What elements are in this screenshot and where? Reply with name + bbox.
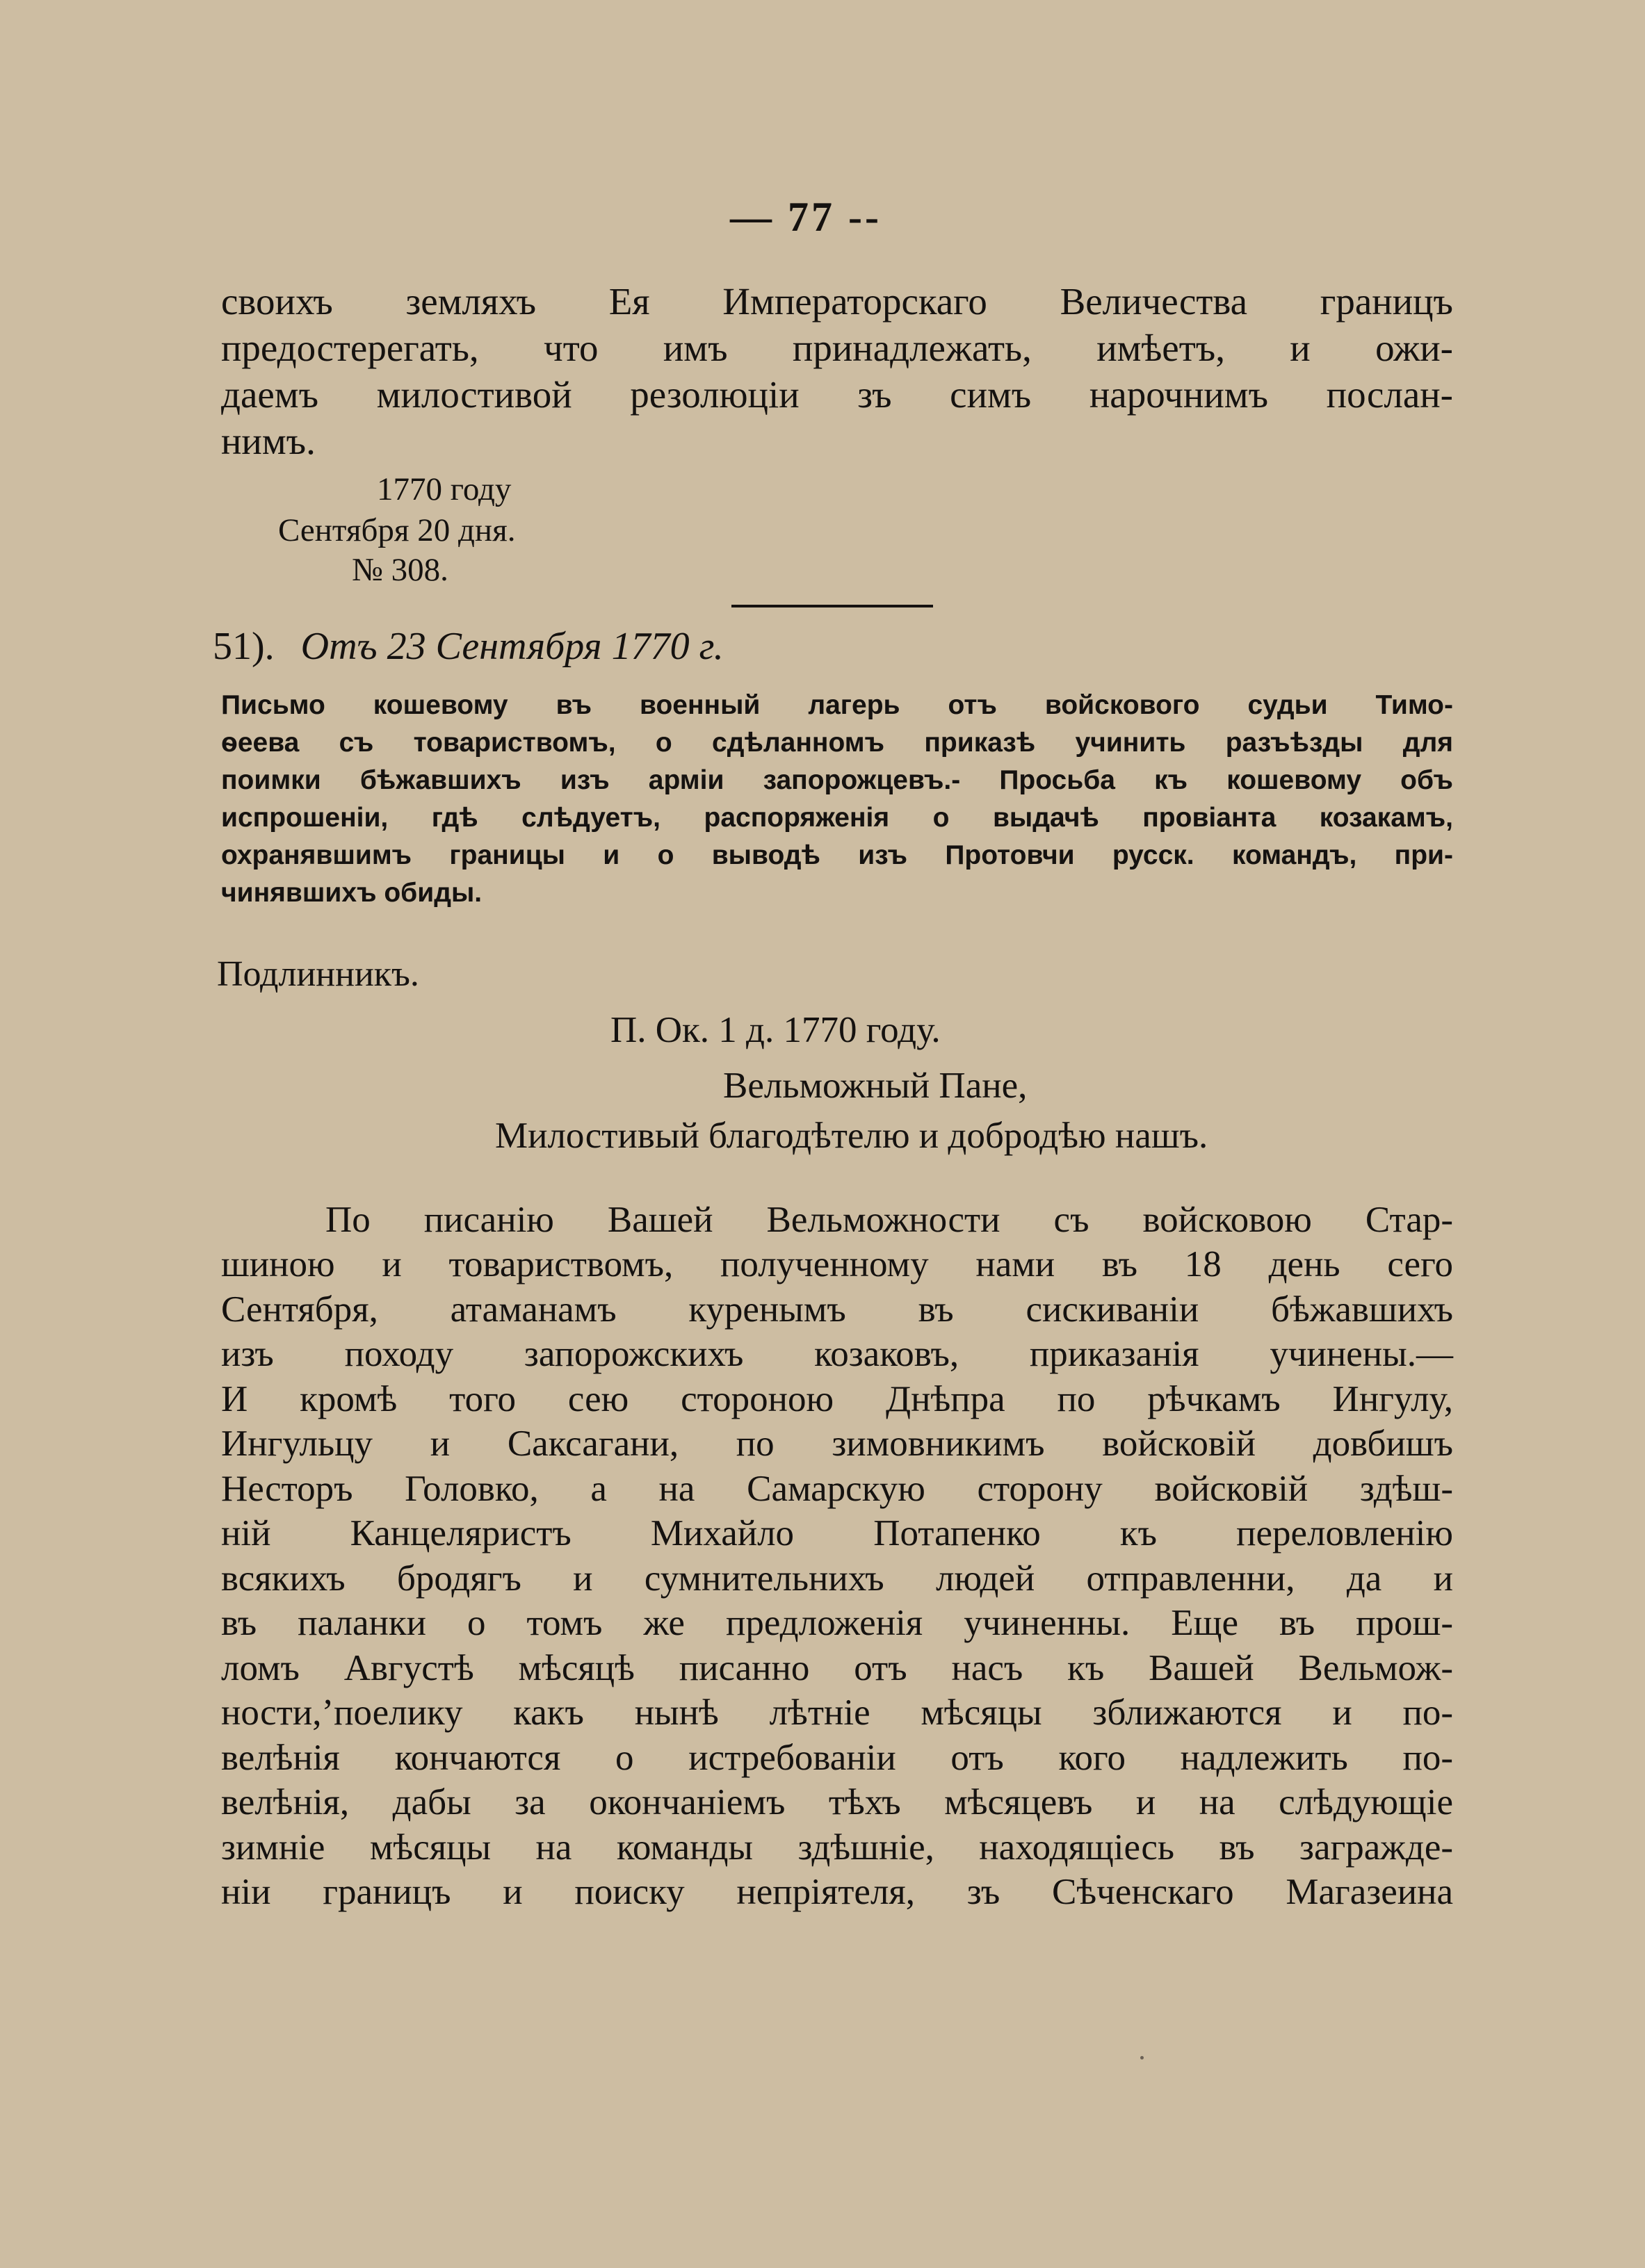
document-date: Отъ 23 Сентября 1770 г. [300,625,724,668]
body-line: Ингульцу и Саксагани, по зимовникимъ войсковій довбишъ [221,1423,1453,1464]
date-year: 1770 году [377,471,512,507]
summary-line: поимки бѣжавшихъ изъ арміи запорожцевъ.- Просьба къ кошевому объ [221,765,1453,795]
text-line: своихъ земляхъ Ея Императорскаго Величества границъ [221,280,1453,323]
body-line: велѣнія, дабы за окончаніемъ тѣхъ мѣсяцевъ и на слѣдующіе [221,1782,1453,1822]
salutation-line: Вельможный Пане, [723,1066,1028,1106]
original-label: Подлинникъ. [217,954,419,994]
summary-line: охранявшимъ границы и о выводѣ изъ Протовчи русск. командъ, при- [221,840,1453,870]
text-line: даемъ милостивой резолюціи зъ симъ нарочнимъ послан- [221,373,1453,416]
summary-line: Письмо кошевому въ военный лагерь отъ войскового судьи Тимо- [221,690,1453,720]
speck [1140,2056,1144,2059]
document-number: 51). [213,625,275,668]
body-line: велѣнія кончаются о истребованіи отъ кого надлежить по- [221,1738,1453,1778]
body-line: всякихъ бродягъ и сумнительнихъ людей отправленни, да и [221,1558,1453,1599]
body-line: ній Канцеляристъ Михайло Потапенко къ переловленію [221,1513,1453,1553]
page-number: — 77 -- [730,194,882,240]
date-number: № 308. [352,552,448,588]
body-line: Сентября, атаманамъ куренымъ въ сискиваніи бѣжавшихъ [221,1289,1453,1330]
document-header [213,624,724,669]
salutation-line: Милостивый благодѣтелю и добродѣю нашъ. [495,1116,1208,1156]
body-line: изъ походу запорожскихъ козаковъ, приказанія учинены.— [221,1334,1453,1374]
text-line: предостерегать, что имъ принадлежать, имѣетъ, и ожи- [221,327,1453,369]
body-line: ломъ Августѣ мѣсяцѣ писанно отъ насъ къ Вашей Вельмож- [221,1648,1453,1688]
body-line: ности,ʼпоелику какъ нынѣ лѣтніе мѣсяцы зближаются и по- [221,1692,1453,1733]
body-line: Несторъ Головко, а на Самарскую сторону войсковій здѣш- [221,1469,1453,1509]
section-divider [731,605,933,607]
summary-line: чинявшихъ обиды. [221,878,483,908]
summary-line: ѳеева съ товариствомъ, о сдѣланномъ приказѣ учинить разъѣзды для [221,728,1453,758]
body-line: шиною и товариствомъ, полученному нами въ 18 день сего [221,1244,1453,1284]
date-day: Сентября 20 дня. [278,512,516,548]
body-line: ніи границъ и поиску непріятеля, зъ Сѣченскаго Магазеина [221,1872,1453,1912]
body-line: По писанію Вашей Вельможности съ войсковою Стар- [325,1200,1453,1240]
text-line: нимъ. [221,420,316,462]
body-line: зимніе мѣсяцы на команды здѣшніе, находящіесь въ загражде- [221,1827,1453,1868]
body-line: И кромѣ того сею стороною Днѣпра по рѣчкамъ Ингулу, [221,1379,1453,1419]
summary-line: испрошеніи, гдѣ слѣдуетъ, распоряженія о выдачѣ провіанта козакамъ, [221,803,1453,833]
receipt-note: П. Ок. 1 д. 1770 году. [610,1010,941,1050]
body-line: въ паланки о томъ же предложенія учиненны. Еще въ прош- [221,1603,1453,1643]
